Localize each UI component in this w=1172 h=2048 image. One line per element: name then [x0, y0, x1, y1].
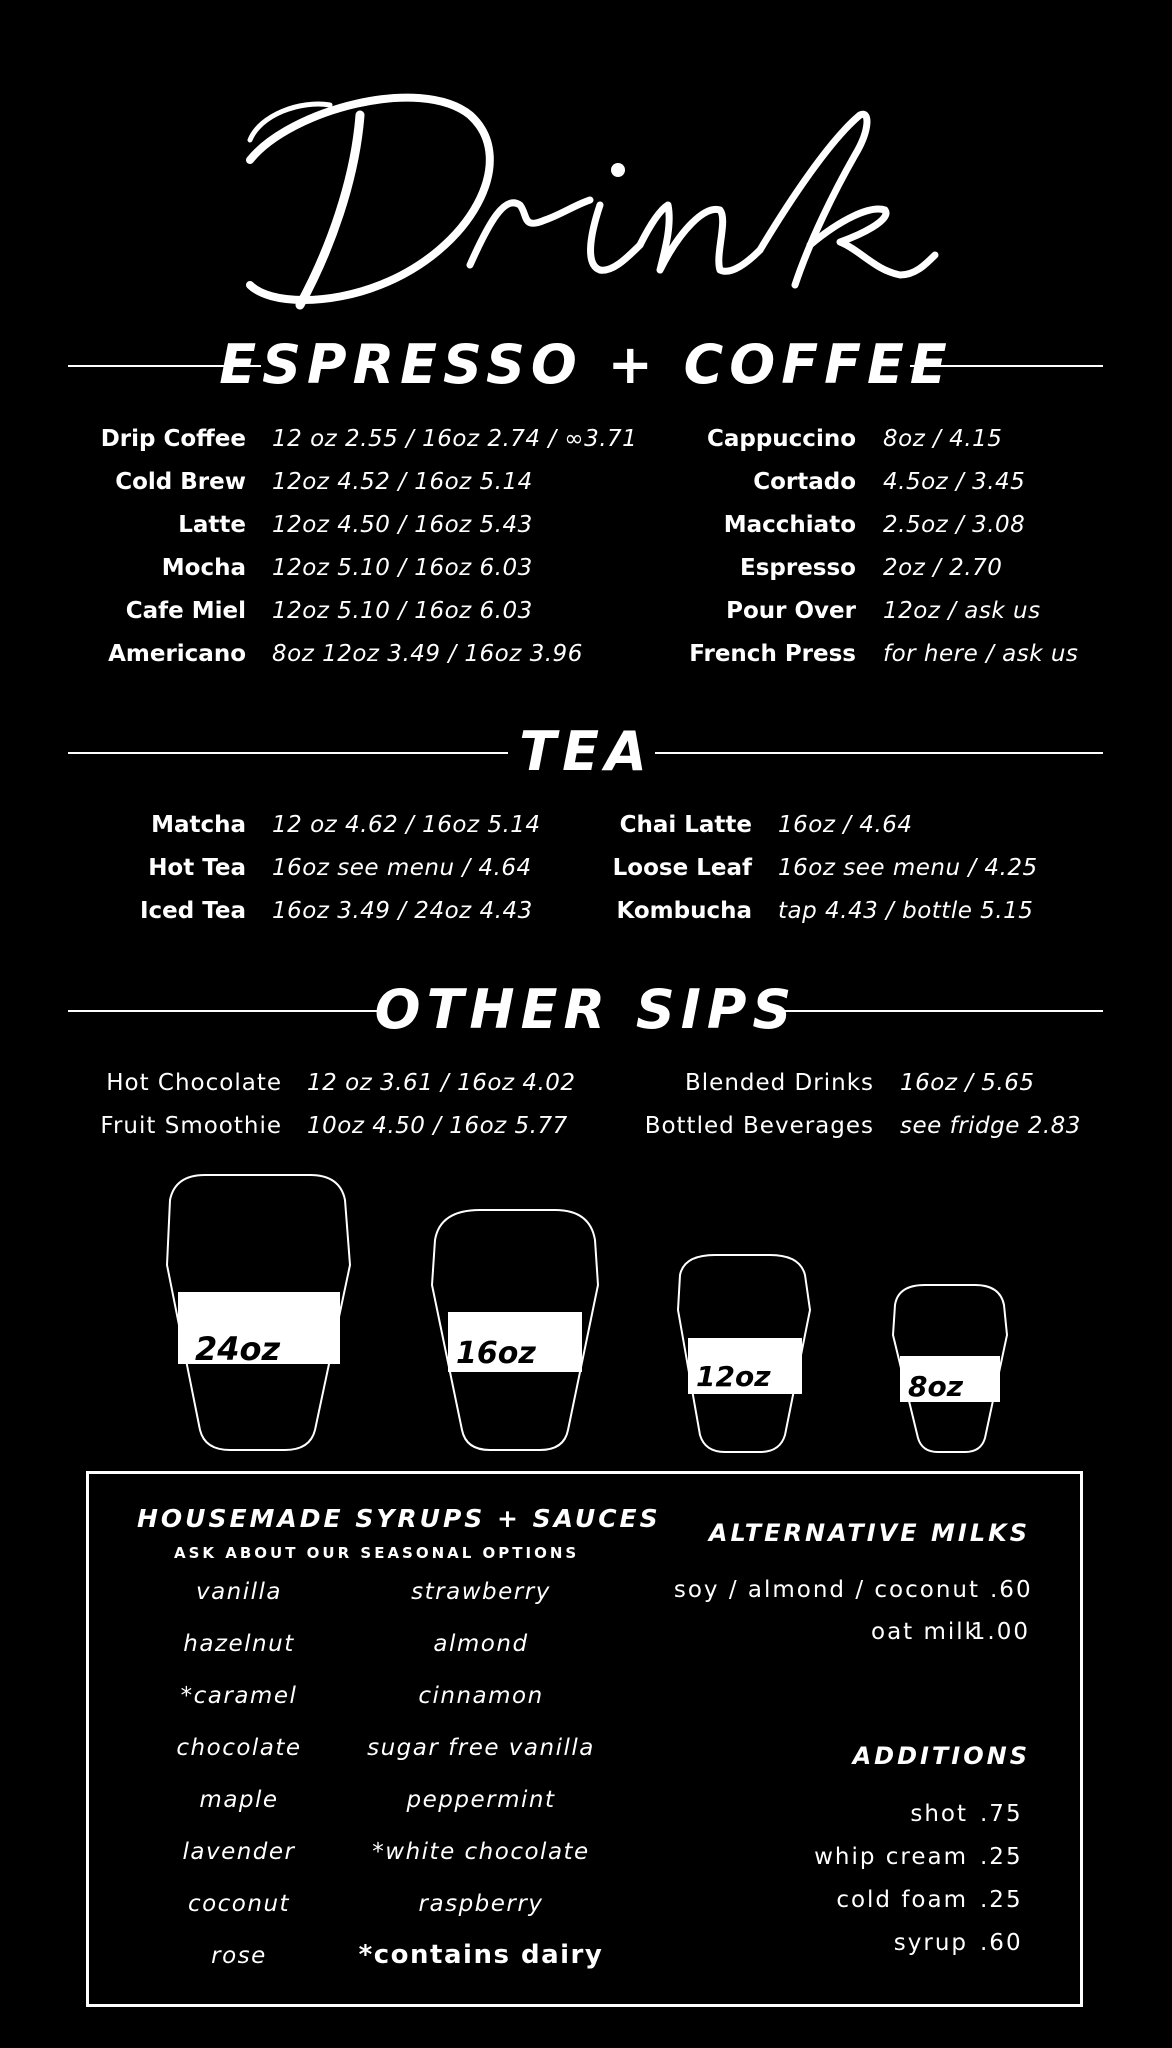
- item-name: Hot Tea: [148, 855, 246, 881]
- milk-name: oat milk: [871, 1619, 980, 1645]
- cup-16oz: [432, 1210, 598, 1450]
- item-name: Bottled Beverages: [644, 1113, 874, 1139]
- item-price: 8oz 12oz 3.49 / 16oz 3.96: [272, 641, 583, 667]
- item-name: Blended Drinks: [685, 1070, 874, 1096]
- syrup-item: cinnamon: [418, 1683, 544, 1709]
- addition-price: .25: [980, 1887, 1023, 1913]
- item-price: tap 4.43 / bottle 5.15: [778, 898, 1034, 924]
- menu-item: [0, 890, 1172, 933]
- cup-24oz-note: iced teas only!: [186, 1213, 317, 1259]
- item-price: 10oz 4.50 / 16oz 5.77: [307, 1113, 568, 1139]
- item-name: French Press: [689, 641, 856, 667]
- section-title: ESPRESSO + COFFEE: [219, 333, 953, 396]
- menu-item: [0, 1062, 1172, 1105]
- addition-name: shot: [910, 1801, 968, 1827]
- item-name: Iced Tea: [139, 898, 246, 924]
- item-price: see fridge 2.83: [900, 1113, 1081, 1139]
- syrup-item: *caramel: [180, 1683, 298, 1709]
- dairy-note: *contains dairy: [358, 1940, 604, 1970]
- menu-title: [0, 20, 1172, 350]
- addition-price: .75: [980, 1801, 1023, 1827]
- syrup-item: rose: [211, 1943, 267, 1969]
- item-name: Drip Coffee: [100, 426, 246, 452]
- syrup-item: sugar free vanilla: [367, 1735, 595, 1761]
- extras-box: [86, 1471, 1083, 2007]
- syrup-item: *white chocolate: [372, 1839, 590, 1865]
- addition-price: .60: [980, 1930, 1023, 1956]
- section-title: OTHER SIPS: [374, 978, 798, 1041]
- milk-name: soy / almond / coconut: [673, 1577, 980, 1603]
- syrup-item: peppermint: [406, 1787, 556, 1813]
- syrup-item: hazelnut: [183, 1631, 295, 1657]
- syrups-subheading: ASK ABOUT OUR SEASONAL OPTIONS: [174, 1544, 580, 1562]
- menu-item: [0, 1105, 1172, 1148]
- item-name: Hot Chocolate: [106, 1070, 282, 1096]
- addition-name: cold foam: [836, 1887, 968, 1913]
- cup-8oz-label: 8oz: [908, 1370, 964, 1403]
- addition-price: .25: [980, 1844, 1023, 1870]
- item-price: 16oz see menu / 4.25: [778, 855, 1038, 881]
- menu-item: [0, 547, 1172, 590]
- cup-24oz: [167, 1175, 350, 1450]
- item-price: 16oz see menu / 4.64: [272, 855, 532, 881]
- other-list: [0, 1062, 1172, 1152]
- item-name: Loose Leaf: [612, 855, 752, 881]
- item-price: 16oz 3.49 / 24oz 4.43: [272, 898, 533, 924]
- cup-12oz: [678, 1255, 810, 1452]
- addition-name: whip cream: [814, 1844, 968, 1870]
- item-name: Latte: [178, 512, 246, 538]
- section-espresso-header: [0, 325, 1172, 405]
- item-price: 12 oz 2.55 / 16oz 2.74 / ∞3.71: [272, 426, 638, 452]
- section-title: TEA: [519, 720, 653, 783]
- milk-price: .60: [990, 1577, 1033, 1603]
- item-price: 12oz 4.52 / 16oz 5.14: [272, 469, 533, 495]
- syrup-item: strawberry: [411, 1579, 551, 1605]
- item-price: 16oz / 4.64: [778, 812, 913, 838]
- item-name: Cortado: [753, 469, 856, 495]
- item-price: 8oz / 4.15: [883, 426, 1003, 452]
- cup-24oz-label: 24oz: [195, 1330, 281, 1368]
- item-price: 12 oz 3.61 / 16oz 4.02: [307, 1070, 576, 1096]
- milks-heading: ALTERNATIVE MILKS: [708, 1519, 1030, 1547]
- item-name: Cold Brew: [115, 469, 246, 495]
- milk-price: 1.00: [970, 1619, 1030, 1645]
- syrup-item: coconut: [187, 1891, 291, 1917]
- syrups-heading: HOUSEMADE SYRUPS + SAUCES: [137, 1504, 661, 1533]
- item-name: Fruit Smoothie: [100, 1113, 282, 1139]
- item-price: 12oz 5.10 / 16oz 6.03: [272, 598, 533, 624]
- item-price: for here / ask us: [883, 641, 1079, 667]
- cup-8oz: [893, 1285, 1007, 1452]
- item-price: 12oz / ask us: [883, 598, 1041, 624]
- tea-list: [0, 804, 1172, 934]
- item-name: Mocha: [161, 555, 246, 581]
- cup-16oz-label: 16oz: [456, 1336, 536, 1371]
- item-name: Chai Latte: [619, 812, 752, 838]
- item-price: 12 oz 4.62 / 16oz 5.14: [272, 812, 541, 838]
- item-name: Kombucha: [616, 898, 752, 924]
- item-price: 4.5oz / 3.45: [883, 469, 1026, 495]
- item-price: 12oz 4.50 / 16oz 5.43: [272, 512, 533, 538]
- item-name: Pour Over: [726, 598, 856, 624]
- cup-sizes-illustration: [0, 1160, 1172, 1460]
- item-price: 2.5oz / 3.08: [883, 512, 1026, 538]
- cup-12oz-label: 12oz: [696, 1360, 771, 1393]
- menu-item: [0, 504, 1172, 547]
- item-name: Cafe Miel: [125, 598, 246, 624]
- section-other-header: [0, 970, 1172, 1050]
- menu-item: [0, 590, 1172, 633]
- syrup-item: vanilla: [195, 1579, 283, 1605]
- menu-item: [0, 633, 1172, 676]
- syrup-item: chocolate: [176, 1735, 302, 1761]
- item-name: Americano: [108, 641, 246, 667]
- additions-heading: ADDITIONS: [852, 1742, 1030, 1770]
- menu-item: [0, 847, 1172, 890]
- item-name: Cappuccino: [706, 426, 856, 452]
- syrup-item: raspberry: [418, 1891, 544, 1917]
- syrup-item: almond: [433, 1631, 529, 1657]
- section-tea-header: [0, 712, 1172, 792]
- menu-item: [0, 804, 1172, 847]
- addition-name: syrup: [893, 1930, 968, 1956]
- item-price: 16oz / 5.65: [900, 1070, 1035, 1096]
- item-name: Macchiato: [723, 512, 856, 538]
- syrup-item: lavender: [182, 1839, 296, 1865]
- menu-item: [0, 461, 1172, 504]
- item-price: 12oz 5.10 / 16oz 6.03: [272, 555, 533, 581]
- syrup-item: maple: [199, 1787, 279, 1813]
- item-name: Espresso: [740, 555, 856, 581]
- menu-item: [0, 418, 1172, 461]
- item-price: 2oz / 2.70: [883, 555, 1003, 581]
- item-name: Matcha: [151, 812, 246, 838]
- espresso-list: [0, 418, 1172, 678]
